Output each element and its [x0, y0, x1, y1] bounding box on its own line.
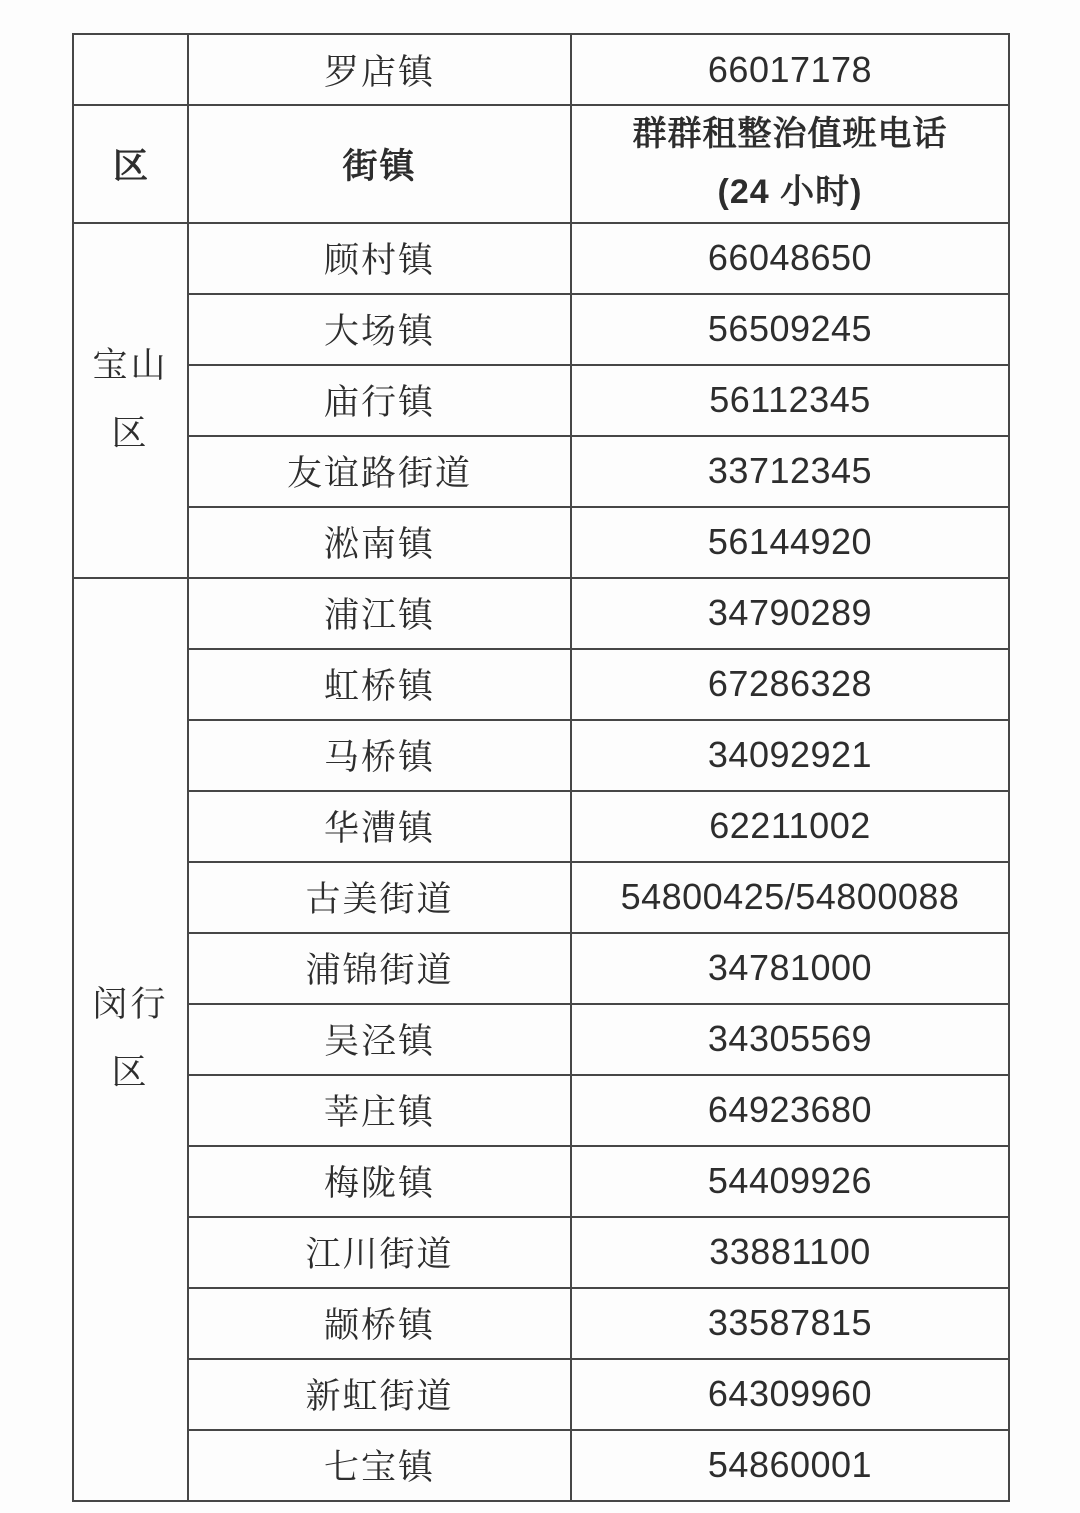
table-row	[73, 507, 1009, 578]
phone-cell: 34781000	[571, 933, 1009, 1004]
phone-cell: 62211002	[571, 791, 1009, 862]
table-wrapper	[72, 33, 1010, 1502]
table-row	[73, 649, 1009, 720]
town-cell: 庙行镇	[188, 365, 571, 436]
table-row	[73, 436, 1009, 507]
header-row	[73, 105, 1009, 223]
town-cell: 梅陇镇	[188, 1146, 571, 1217]
header-phone-phone_line2: (24 小时)	[717, 172, 863, 211]
town-cell: 友谊路街道	[188, 436, 571, 507]
district-cell	[73, 223, 188, 578]
town-cell: 罗店镇	[188, 34, 571, 105]
table-row	[73, 1288, 1009, 1359]
table-row	[73, 791, 1009, 862]
phone-cell: 33587815	[571, 1288, 1009, 1359]
duty-phone-table	[72, 33, 1010, 1502]
table-row	[73, 365, 1009, 436]
town-cell: 华漕镇	[188, 791, 571, 862]
phone-cell: 34092921	[571, 720, 1009, 791]
town-cell: 虹桥镇	[188, 649, 571, 720]
town-cell: 江川街道	[188, 1217, 571, 1288]
table-row	[73, 862, 1009, 933]
table-row	[73, 933, 1009, 1004]
district-label: 宝山区	[92, 345, 169, 454]
header-cell-town: 街镇	[188, 105, 571, 223]
header-cell-phone	[571, 105, 1009, 223]
phone-cell: 56144920	[571, 507, 1009, 578]
phone-cell: 56509245	[571, 294, 1009, 365]
table-row	[73, 1359, 1009, 1430]
phone-cell: 66048650	[571, 223, 1009, 294]
table-row	[73, 720, 1009, 791]
phone-cell: 33881100	[571, 1217, 1009, 1288]
town-cell: 顾村镇	[188, 223, 571, 294]
phone-cell: 54800425/54800088	[571, 862, 1009, 933]
district-cell-empty	[73, 34, 188, 105]
town-cell: 浦锦街道	[188, 933, 571, 1004]
district-cell	[73, 578, 188, 1501]
phone-cell: 54860001	[571, 1430, 1009, 1501]
phone-cell: 34790289	[571, 578, 1009, 649]
town-cell: 马桥镇	[188, 720, 571, 791]
town-cell: 吴泾镇	[188, 1004, 571, 1075]
town-cell: 七宝镇	[188, 1430, 571, 1501]
table-row	[73, 1075, 1009, 1146]
table-row	[73, 1146, 1009, 1217]
district-label: 闵行区	[92, 984, 169, 1093]
table-row	[73, 34, 1009, 105]
table-row	[73, 1217, 1009, 1288]
table-row	[73, 223, 1009, 294]
town-cell: 新虹街道	[188, 1359, 571, 1430]
phone-cell: 67286328	[571, 649, 1009, 720]
phone-cell: 56112345	[571, 365, 1009, 436]
header-phone-phone_line1: 群群租整治值班电话	[632, 115, 948, 153]
town-cell: 莘庄镇	[188, 1075, 571, 1146]
phone-cell: 54409926	[571, 1146, 1009, 1217]
town-cell: 浦江镇	[188, 578, 571, 649]
header-cell-district: 区	[73, 105, 188, 223]
phone-cell: 64923680	[571, 1075, 1009, 1146]
town-cell: 颛桥镇	[188, 1288, 571, 1359]
phone-cell: 34305569	[571, 1004, 1009, 1075]
phone-cell: 66017178	[571, 34, 1009, 105]
table-row	[73, 578, 1009, 649]
phone-cell: 33712345	[571, 436, 1009, 507]
town-cell: 淞南镇	[188, 507, 571, 578]
phone-cell: 64309960	[571, 1359, 1009, 1430]
table-row	[73, 1430, 1009, 1501]
town-cell: 古美街道	[188, 862, 571, 933]
table-row	[73, 1004, 1009, 1075]
table-row	[73, 294, 1009, 365]
town-cell: 大场镇	[188, 294, 571, 365]
